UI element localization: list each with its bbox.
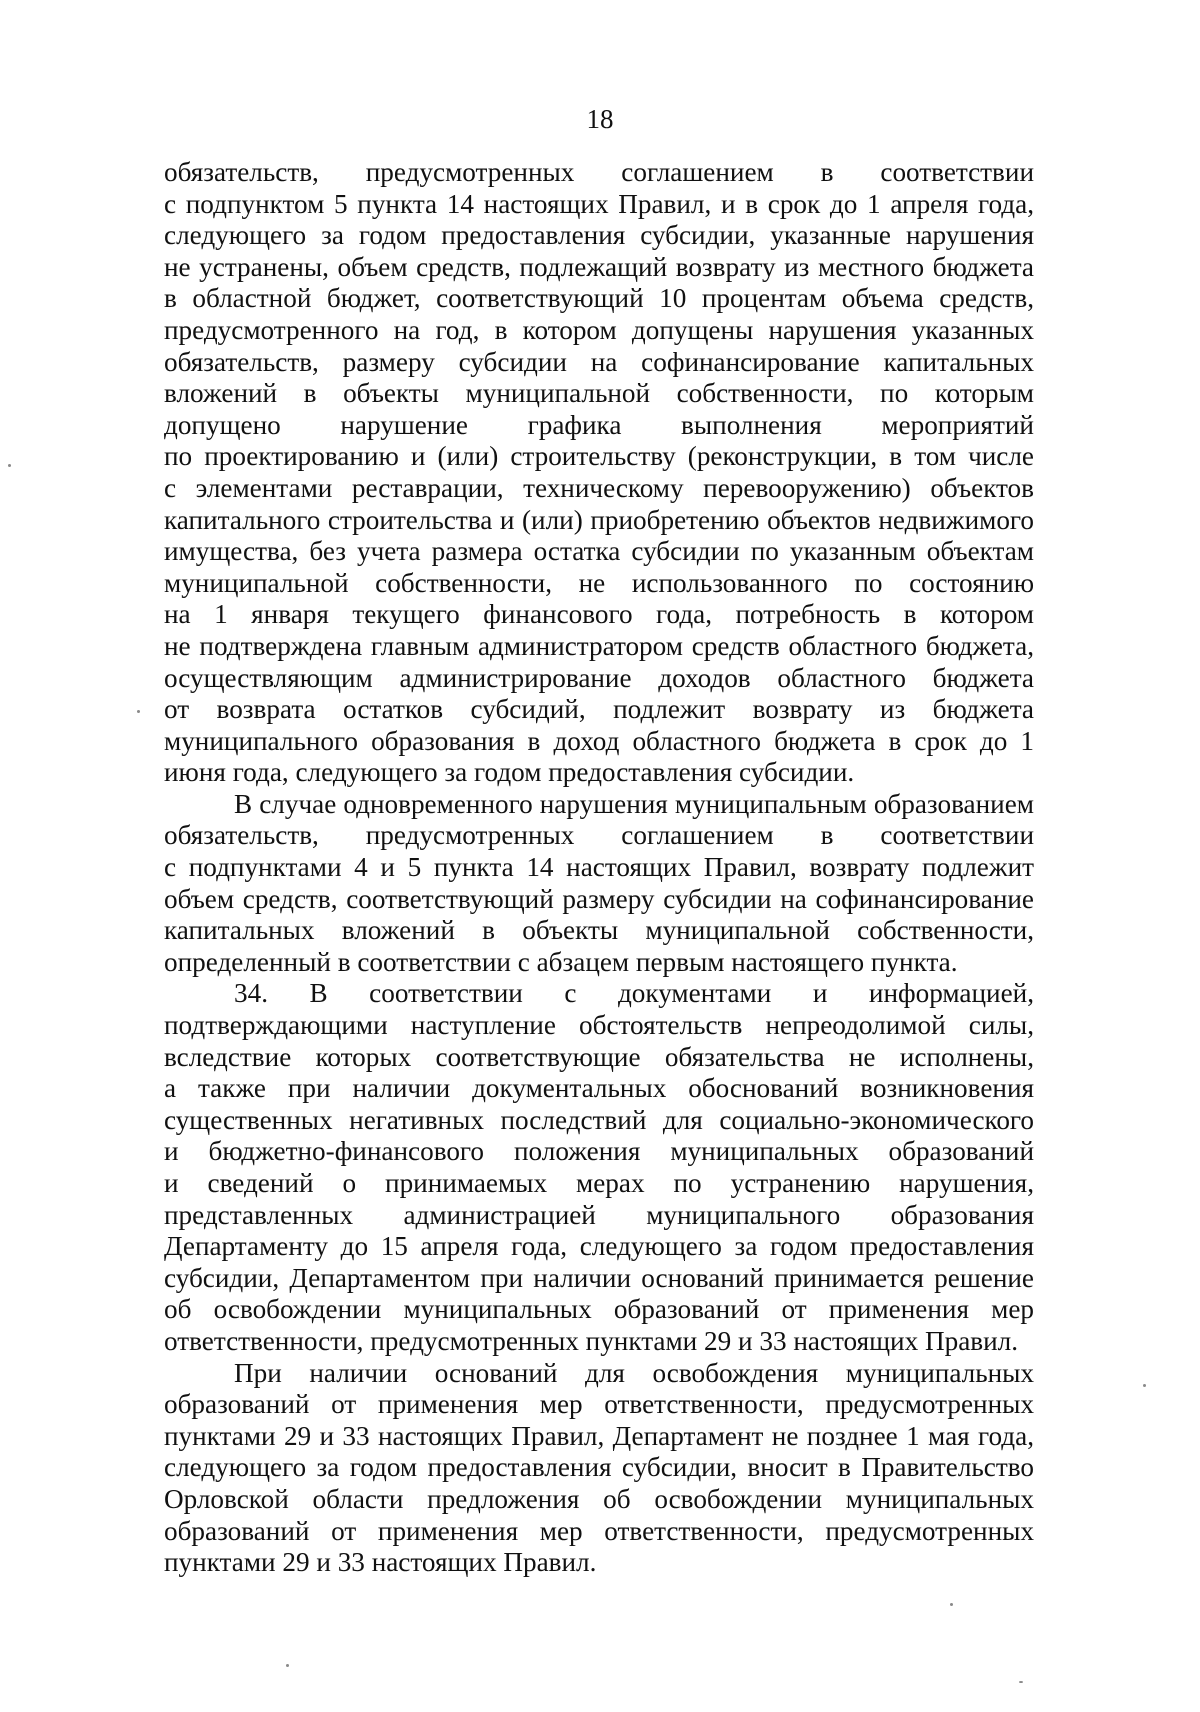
text-line: вложений в объекты муниципальной собственности, по которым — [164, 378, 1034, 409]
text-line: субсидии, Департаментом при наличии оснований принимается решение — [164, 1262, 1034, 1293]
text-line: об освобождении муниципальных образований от применения мер — [164, 1294, 1034, 1325]
text-line: следующего за годом предоставления субсидии, указанные нарушения — [164, 220, 1034, 251]
text-line: имущества, без учета размера остатка субсидии по указанным объектам — [164, 536, 1034, 567]
text-line: от возврата остатков субсидий, подлежит возврату из бюджета — [164, 694, 1034, 725]
text-line: с подпунктом 5 пункта 14 настоящих Правил, и в срок до 1 апреля года, — [164, 188, 1034, 219]
text-line: капитального строительства и (или) приобретению объектов недвижимого — [164, 504, 1034, 535]
text-line: существенных негативных последствий для социально-экономического — [164, 1104, 1034, 1135]
text-line: ответственности, предусмотренных пунктами 29 и 33 настоящих Правил. — [164, 1325, 1019, 1356]
text-line: июня года, следующего за годом предоставления субсидии. — [164, 757, 855, 788]
text-line: 34. В соответствии с документами и информацией, — [234, 978, 1034, 1009]
text-line: обязательств, предусмотренных соглашением в соответствии — [164, 820, 1034, 851]
text-line: муниципального образования в доход областного бюджета в срок до 1 — [164, 725, 1034, 756]
scan-speck — [950, 1603, 953, 1606]
scan-speck — [137, 710, 140, 713]
text-line: образований от применения мер ответственности, предусмотренных — [164, 1515, 1034, 1546]
page-number: 18 — [586, 104, 614, 134]
text-line: допущено нарушение графика выполнения мероприятий — [164, 409, 1034, 440]
text-line: и сведений о принимаемых мерах по устранению нарушения, — [164, 1168, 1034, 1198]
text-line: следующего за годом предоставления субсидии, вносит в Правительство — [164, 1452, 1034, 1483]
scan-speck — [1019, 1681, 1023, 1683]
document-body — [164, 157, 1034, 1579]
text-line: муниципальной собственности, не использованного по состоянию — [164, 567, 1034, 598]
text-line: на 1 января текущего финансового года, потребность в котором — [164, 599, 1034, 630]
text-line: пунктами 29 и 33 настоящих Правил, Департамент не позднее 1 мая года, — [164, 1420, 1034, 1451]
text-line: обязательств, размеру субсидии на софинансирование капитальных — [164, 346, 1034, 377]
text-line: предусмотренного на год, в котором допущены нарушения указанных — [164, 314, 1034, 345]
text-line: в областной бюджет, соответствующий 10 процентам объема средств, — [164, 283, 1034, 314]
text-line: а также при наличии документальных обоснований возникновения — [164, 1073, 1034, 1104]
scan-speck — [1143, 1384, 1146, 1387]
text-line: При наличии оснований для освобождения муниципальных — [234, 1357, 1034, 1388]
text-line: и бюджетно-финансового положения муниципальных образований — [164, 1136, 1034, 1167]
text-line: по проектированию и (или) строительству (реконструкции, в том числе — [164, 441, 1034, 472]
text-line: вследствие которых соответствующие обязательства не исполнены, — [164, 1041, 1034, 1072]
text-line: образований от применения мер ответственности, предусмотренных — [164, 1389, 1034, 1420]
text-line: В случае одновременного нарушения муниципальным образованием — [234, 788, 1034, 819]
text-line: с элементами реставрации, техническому перевооружению) объектов — [164, 472, 1034, 503]
text-line: определенный в соответствии с абзацем первым настоящего пункта. — [164, 946, 958, 977]
text-line: капитальных вложений в объекты муниципальной собственности, — [164, 915, 1034, 946]
text-line: осуществляющим администрирование доходов областного бюджета — [164, 662, 1034, 693]
scan-speck — [286, 1664, 289, 1667]
text-line: представленных администрацией муниципального образования — [164, 1199, 1034, 1230]
text-line: с подпунктами 4 и 5 пункта 14 настоящих Правил, возврату подлежит — [164, 852, 1034, 883]
text-line: подтверждающими наступление обстоятельств непреодолимой силы, — [164, 1010, 1034, 1041]
scan-speck — [8, 464, 11, 467]
text-line: Орловской области предложения об освобождении муниципальных — [164, 1483, 1034, 1514]
text-line: объем средств, соответствующий размеру субсидии на софинансирование — [164, 883, 1034, 914]
text-line: не подтверждена главным администратором средств областного бюджета, — [164, 630, 1034, 661]
text-line: пунктами 29 и 33 настоящих Правил. — [164, 1547, 597, 1578]
text-line: не устранены, объем средств, подлежащий возврату из местного бюджета — [164, 251, 1034, 282]
text-line: обязательств, предусмотренных соглашением в соответствии — [164, 157, 1034, 187]
text-line: Департаменту до 15 апреля года, следующего за годом предоставления — [164, 1231, 1034, 1262]
